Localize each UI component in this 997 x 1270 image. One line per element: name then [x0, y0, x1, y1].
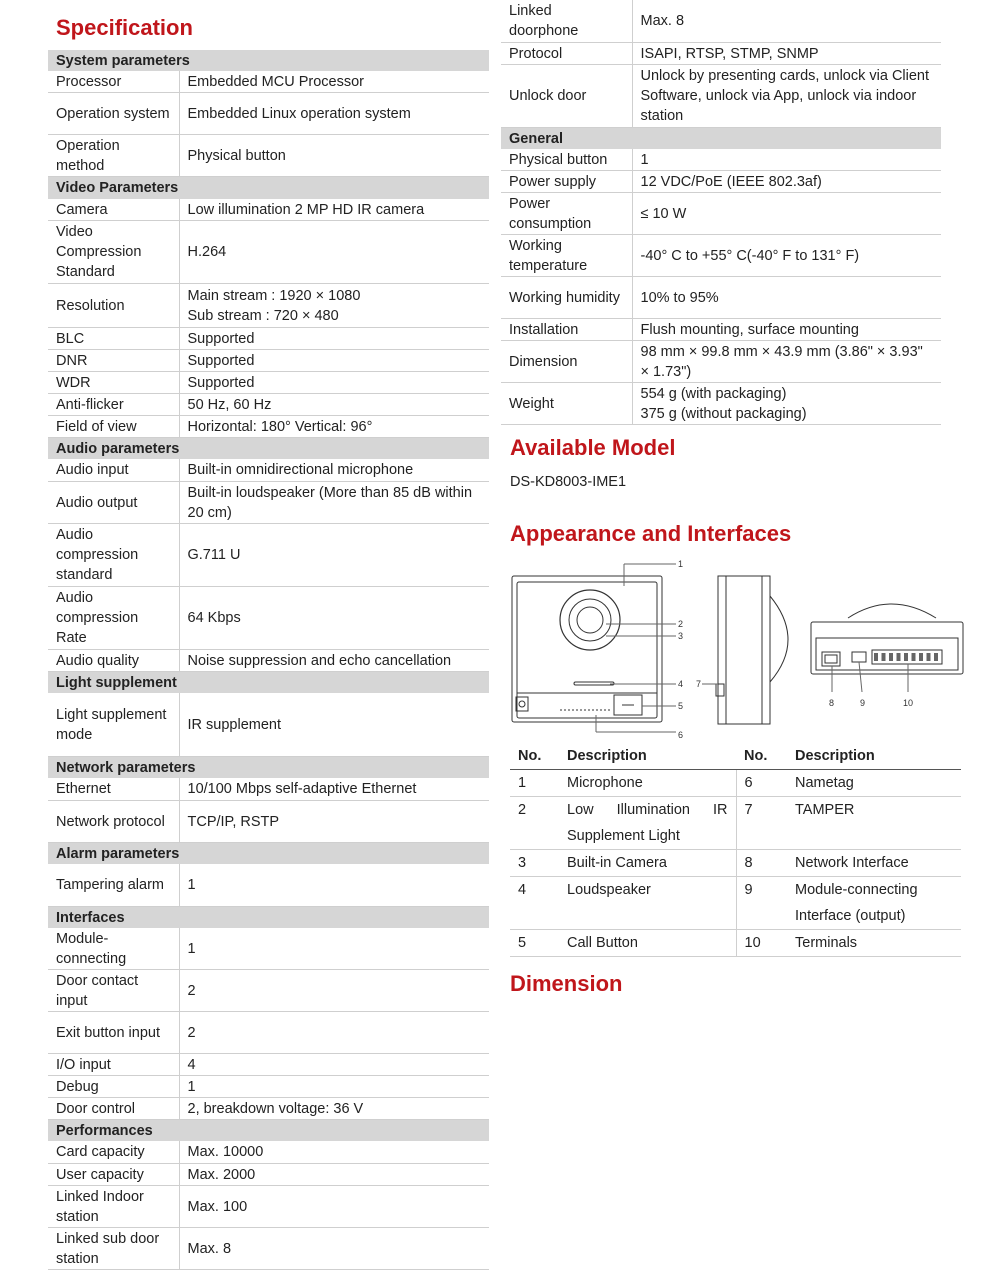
section-title: Video Parameters	[48, 177, 489, 199]
part-description: Low Illumination IR Supplement Light	[559, 797, 736, 850]
parts-header-row	[510, 743, 961, 770]
spec-row	[48, 327, 489, 349]
spec-row	[48, 586, 489, 649]
spec-value: 10/100 Mbps self-adaptive Ethernet	[179, 778, 489, 800]
diagram-label-1: 1	[678, 559, 684, 569]
spec-value: Max. 10000	[179, 1141, 489, 1163]
specification-heading: Specification	[56, 15, 193, 40]
available-model-heading: Available Model	[510, 435, 676, 460]
spec-label: Operation method	[48, 135, 179, 177]
spec-label: Audio compression Rate	[48, 586, 179, 649]
spec-row	[48, 693, 489, 756]
spec-label: DNR	[48, 349, 179, 371]
spec-value: H.264	[179, 220, 489, 283]
part-number: 3	[510, 850, 559, 877]
spec-label: Exit button input	[48, 1012, 179, 1054]
section-header	[48, 906, 489, 928]
spec-value	[632, 383, 941, 425]
section-header	[48, 671, 489, 693]
terminal-pin	[934, 653, 938, 661]
spec-row	[501, 193, 941, 235]
spec-label: Linked Indoor station	[48, 1185, 179, 1227]
diagram-label-6: 6	[678, 730, 684, 740]
spec-label: Power supply	[501, 171, 632, 193]
spec-row	[48, 393, 489, 415]
spec-value: Noise suppression and echo cancellation	[179, 649, 489, 671]
spec-value: -40° C to +55° C(-40° F to 131° F)	[632, 235, 941, 277]
spec-row	[48, 928, 489, 970]
device-diagram	[506, 556, 966, 742]
spec-label: Dimension	[501, 341, 632, 383]
spec-label: Operation system	[48, 93, 179, 135]
section-title: Audio parameters	[48, 437, 489, 459]
section-header	[48, 177, 489, 199]
part-number: 9	[736, 877, 787, 930]
spec-label: Installation	[501, 319, 632, 341]
diagram-label-3: 3	[678, 631, 684, 641]
spec-row	[48, 199, 489, 221]
spec-label: User capacity	[48, 1163, 179, 1185]
spec-label: Field of view	[48, 415, 179, 437]
spec-value: ISAPI, RTSP, STMP, SNMP	[632, 42, 941, 64]
spec-value-line: 375 g (without packaging)	[640, 406, 807, 422]
spec-value: Built-in loudspeaker (More than 85 dB within 20 cm)	[179, 481, 489, 523]
terminal-pin	[882, 653, 886, 661]
part-number: 2	[510, 797, 559, 850]
spec-row	[501, 0, 941, 42]
spec-label: Module-connecting	[48, 928, 179, 970]
spec-value: Max. 100	[179, 1185, 489, 1227]
spec-value: Max. 2000	[179, 1163, 489, 1185]
spec-label: Debug	[48, 1076, 179, 1098]
col-header-no: No.	[510, 743, 559, 770]
terminal-pin	[904, 653, 908, 661]
diagram-label-4: 4	[678, 679, 684, 689]
spec-value: 1	[179, 1076, 489, 1098]
parts-row	[510, 770, 961, 797]
section-title: Interfaces	[48, 906, 489, 928]
spec-value: 4	[179, 1054, 489, 1076]
spec-row	[48, 220, 489, 283]
spec-row	[48, 1227, 489, 1269]
spec-label: Linked doorphone	[501, 0, 632, 42]
section-header	[48, 756, 489, 778]
spec-row	[48, 283, 489, 327]
part-number: 10	[736, 930, 787, 957]
part-description: Nametag	[787, 770, 961, 797]
spec-label: Anti-flicker	[48, 393, 179, 415]
diagram-label-10: 10	[903, 698, 914, 708]
section-header	[501, 127, 941, 149]
spec-row	[501, 319, 941, 341]
terminal-pins	[874, 653, 938, 661]
spec-value: TCP/IP, RSTP	[179, 800, 489, 842]
spec-label: Physical button	[501, 149, 632, 171]
side-view	[702, 576, 788, 724]
spec-row	[48, 1012, 489, 1054]
section-header	[48, 1120, 489, 1142]
spec-value: Embedded MCU Processor	[179, 71, 489, 93]
spec-label: I/O input	[48, 1054, 179, 1076]
spec-row	[48, 970, 489, 1012]
spec-label: Linked sub door station	[48, 1227, 179, 1269]
col-header-no-2: No.	[736, 743, 787, 770]
spec-value: 1	[179, 864, 489, 906]
section-title: Network parameters	[48, 756, 489, 778]
spec-value: 12 VDC/PoE (IEEE 802.3af)	[632, 171, 941, 193]
spec-value	[179, 283, 489, 327]
part-number: 8	[736, 850, 787, 877]
spec-value: 10% to 95%	[632, 277, 941, 319]
spec-value: Supported	[179, 327, 489, 349]
spec-row	[501, 171, 941, 193]
spec-label: Tampering alarm	[48, 864, 179, 906]
spec-label: Audio compression standard	[48, 523, 179, 586]
part-description: Network Interface	[787, 850, 961, 877]
parts-table	[510, 743, 961, 957]
appearance-heading: Appearance and Interfaces	[510, 521, 792, 546]
part-number: 4	[510, 877, 559, 930]
section-title: General	[501, 127, 941, 149]
spec-label: Unlock door	[501, 64, 632, 127]
terminal-pin	[912, 653, 916, 661]
spec-value-line: Sub stream : 720 × 480	[187, 307, 339, 324]
spec-row	[501, 42, 941, 64]
part-number: 1	[510, 770, 559, 797]
spec-value: G.711 U	[179, 523, 489, 586]
terminal-pin	[874, 653, 878, 661]
spec-label: Door control	[48, 1098, 179, 1120]
spec-value: Flush mounting, surface mounting	[632, 319, 941, 341]
spec-row	[48, 135, 489, 177]
spec-value-line: Main stream : 1920 × 1080	[187, 287, 361, 304]
spec-value: Max. 8	[632, 0, 941, 42]
section-header	[48, 437, 489, 459]
spec-row	[48, 371, 489, 393]
spec-row	[48, 1185, 489, 1227]
spec-label: BLC	[48, 327, 179, 349]
spec-row	[48, 1141, 489, 1163]
spec-row	[48, 864, 489, 906]
spec-label: Working humidity	[501, 277, 632, 319]
part-description: Loudspeaker	[559, 877, 736, 930]
terminal-pin	[919, 653, 923, 661]
diagram-label-8: 8	[829, 698, 835, 708]
col-header-description: Description	[559, 743, 736, 770]
spec-label: Weight	[501, 383, 632, 425]
part-description: TAMPER	[787, 797, 961, 850]
spec-value: ≤ 10 W	[632, 193, 941, 235]
parts-row	[510, 930, 961, 957]
model-number: DS-KD8003-IME1	[510, 474, 627, 490]
spec-value: 2	[179, 970, 489, 1012]
spec-row	[501, 64, 941, 127]
spec-label: Protocol	[501, 42, 632, 64]
left-spec-table	[48, 50, 489, 1270]
part-description: Microphone	[559, 770, 736, 797]
spec-row	[501, 383, 941, 425]
spec-row	[501, 341, 941, 383]
spec-label: Camera	[48, 199, 179, 221]
spec-label: Video Compression Standard	[48, 220, 179, 283]
terminal-pin	[927, 653, 931, 661]
spec-label: WDR	[48, 371, 179, 393]
spec-value: Horizontal: 180° Vertical: 96°	[179, 415, 489, 437]
part-description: Module-connecting Interface (output)	[787, 877, 961, 930]
spec-value: 1	[632, 149, 941, 171]
diagram-label-7: 7	[696, 679, 702, 689]
front-view	[512, 564, 676, 732]
spec-row	[501, 277, 941, 319]
spec-value: Supported	[179, 371, 489, 393]
spec-label: Light supplement mode	[48, 693, 179, 756]
parts-row	[510, 850, 961, 877]
spec-value: Low illumination 2 MP HD IR camera	[179, 199, 489, 221]
part-description: Built-in Camera	[559, 850, 736, 877]
back-view	[811, 604, 963, 692]
spec-row	[48, 93, 489, 135]
diagram-label-9: 9	[860, 698, 866, 708]
parts-row	[510, 797, 961, 850]
spec-label: Audio output	[48, 481, 179, 523]
spec-value: 64 Kbps	[179, 586, 489, 649]
section-header	[48, 50, 489, 71]
section-title: System parameters	[48, 50, 489, 71]
spec-row	[48, 800, 489, 842]
spec-row	[48, 1163, 489, 1185]
diagram-label-2: 2	[678, 619, 684, 629]
spec-value: 2	[179, 1012, 489, 1054]
spec-value: Embedded Linux operation system	[179, 93, 489, 135]
part-description: Terminals	[787, 930, 961, 957]
col-header-description-2: Description	[787, 743, 961, 770]
spec-row	[48, 71, 489, 93]
spec-label: Audio input	[48, 459, 179, 481]
spec-row	[501, 235, 941, 277]
diagram-label-5: 5	[678, 701, 684, 711]
spec-row	[48, 459, 489, 481]
spec-label: Processor	[48, 71, 179, 93]
spec-label: Card capacity	[48, 1141, 179, 1163]
spec-value: 2, breakdown voltage: 36 V	[179, 1098, 489, 1120]
spec-row	[48, 649, 489, 671]
spec-value: Supported	[179, 349, 489, 371]
spec-row	[48, 778, 489, 800]
part-description: Call Button	[559, 930, 736, 957]
spec-label: Network protocol	[48, 800, 179, 842]
terminal-pin	[897, 653, 901, 661]
spec-row	[48, 1076, 489, 1098]
spec-value: 98 mm × 99.8 mm × 43.9 mm (3.86" × 3.93" × 1.73")	[632, 341, 941, 383]
spec-row	[48, 349, 489, 371]
spec-value: Unlock by presenting cards, unlock via Client Software, unlock via App, unlock via indoor station	[632, 64, 941, 127]
spec-value: Max. 8	[179, 1227, 489, 1269]
section-title: Alarm parameters	[48, 842, 489, 864]
spec-row	[48, 1098, 489, 1120]
spec-row	[48, 481, 489, 523]
spec-label: Working temperature	[501, 235, 632, 277]
spec-value: Built-in omnidirectional microphone	[179, 459, 489, 481]
dimension-heading: Dimension	[510, 971, 623, 996]
spec-label: Ethernet	[48, 778, 179, 800]
spec-value-line: 554 g (with packaging)	[640, 386, 787, 402]
part-number: 7	[736, 797, 787, 850]
section-header	[48, 842, 489, 864]
spec-row	[48, 415, 489, 437]
spec-label: Resolution	[48, 283, 179, 327]
part-number: 5	[510, 930, 559, 957]
section-title: Light supplement	[48, 671, 489, 693]
spec-row	[48, 523, 489, 586]
spec-row	[48, 1054, 489, 1076]
part-number: 6	[736, 770, 787, 797]
spec-value: 1	[179, 928, 489, 970]
terminal-pin	[889, 653, 893, 661]
section-title: Performances	[48, 1120, 489, 1142]
spec-value: Physical button	[179, 135, 489, 177]
spec-value: 50 Hz, 60 Hz	[179, 393, 489, 415]
spec-label: Door contact input	[48, 970, 179, 1012]
spec-label: Audio quality	[48, 649, 179, 671]
spec-value: IR supplement	[179, 693, 489, 756]
spec-label: Power consumption	[501, 193, 632, 235]
parts-row	[510, 877, 961, 930]
right-spec-table	[501, 0, 941, 425]
spec-row	[501, 149, 941, 171]
